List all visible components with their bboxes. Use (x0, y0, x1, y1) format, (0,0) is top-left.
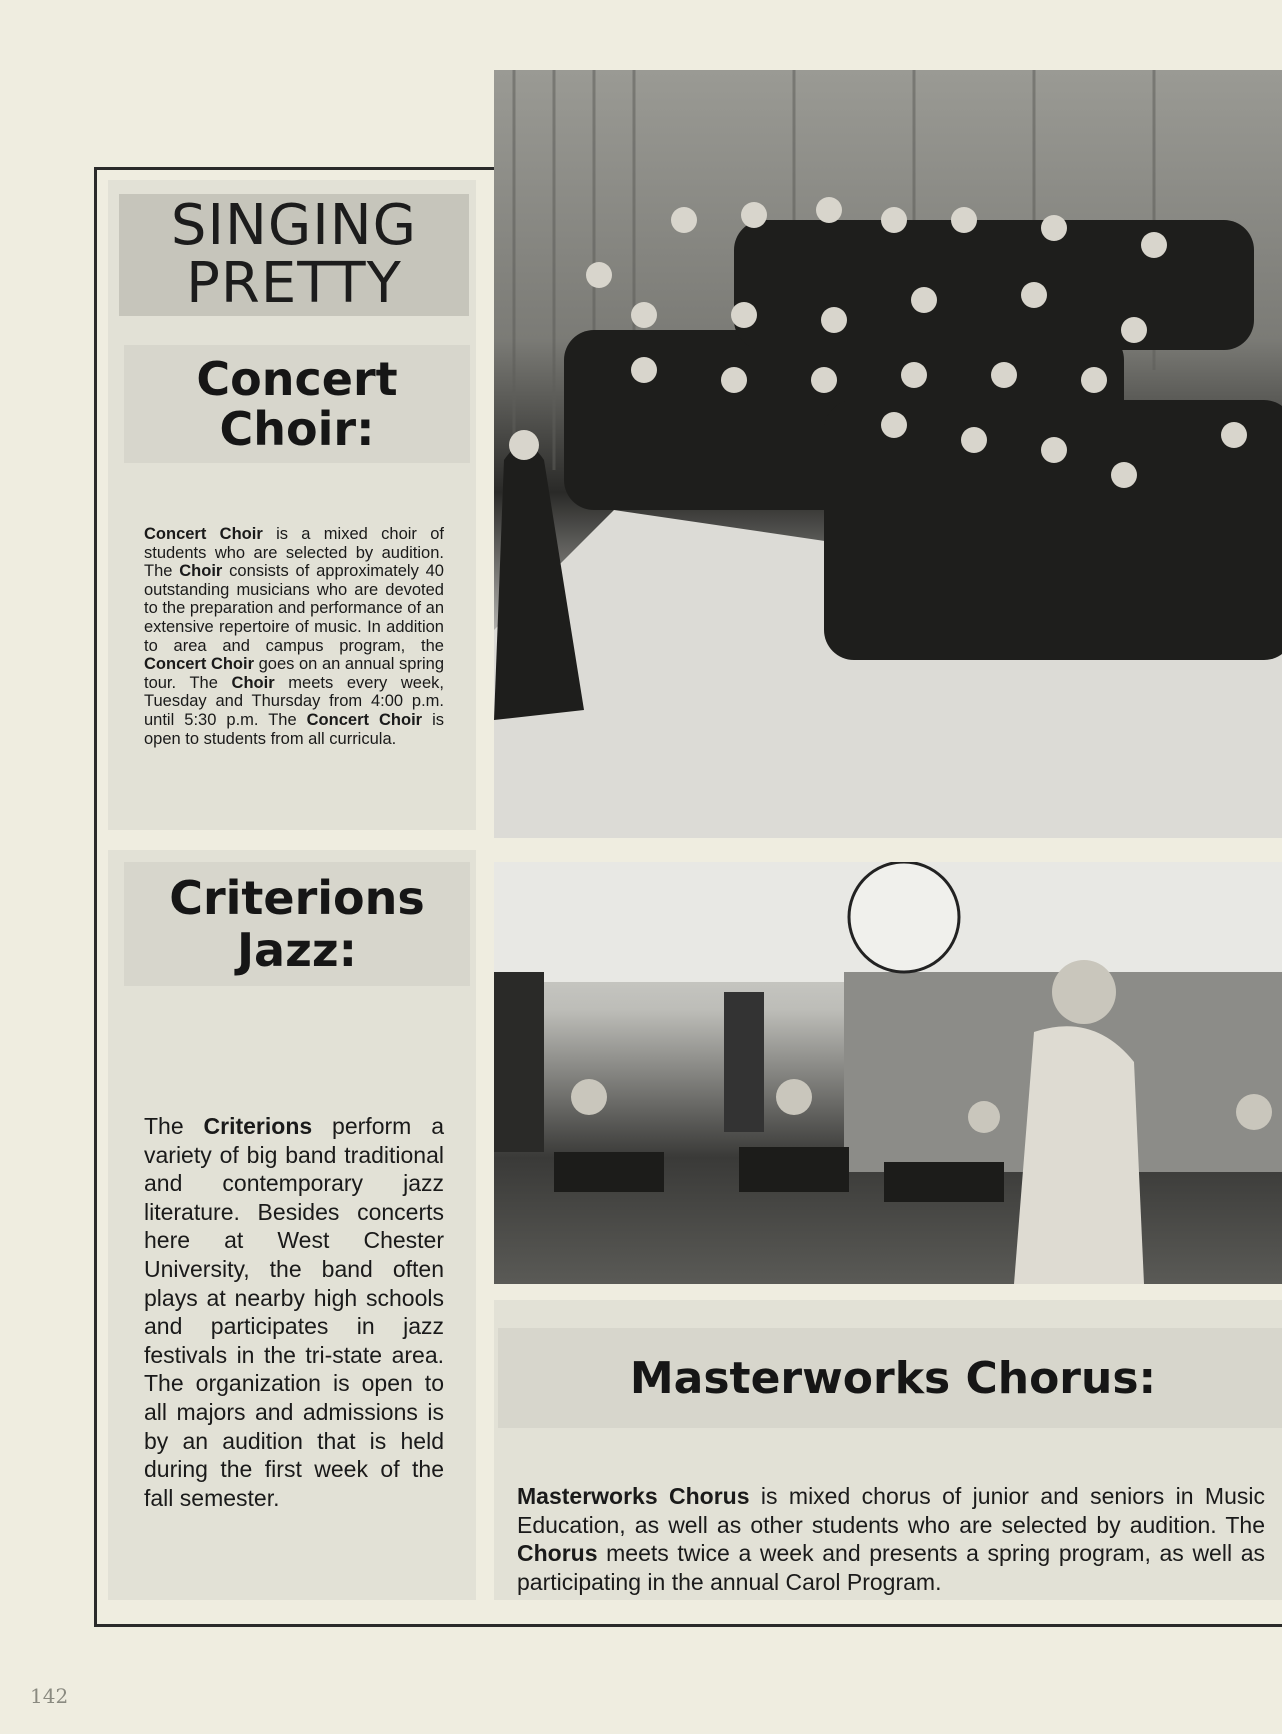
masterworks-chorus-heading (498, 1328, 1282, 1428)
bold-term: Masterworks Chorus (517, 1483, 750, 1509)
bold-term: Criterions (203, 1113, 313, 1139)
page-title-line-1: SINGING (170, 193, 418, 258)
bold-term: Concert Choir (144, 655, 255, 674)
bold-term: Choir (179, 562, 223, 581)
concert-choir-body: Concert Choir is a mixed choir of students who are selected by audition. The Choir consists of approximately 40 outstanding musicians who are devoted to the preparation and performance of an extensive repertoire of music. In addition to area and campus program, the Concert Choir goes on an annual spring tour. The Choir meets every week, Tuesday and Thursday from 4:00 p.m. until 5:30 p.m. The Concert Choir is open to students from all curricula. (144, 525, 444, 748)
criterions-jazz-heading-line-1: Criterions (169, 871, 425, 925)
bold-term: Concert Choir (144, 525, 263, 543)
bold-term: Concert Choir (306, 710, 423, 729)
criterions-jazz-heading-line-2: Jazz: (236, 923, 358, 977)
bold-term: Chorus (517, 1540, 598, 1567)
jazz-photo-drawing (494, 862, 1282, 1284)
jazz-band-rehearsal-photo (494, 862, 1282, 1284)
masterworks-chorus-heading-text: Masterworks Chorus: (629, 1352, 1157, 1404)
choir-photo-drawing (494, 70, 1282, 838)
page-title (119, 194, 469, 316)
choir-group-photo (494, 70, 1282, 838)
bold-term: Choir (231, 673, 275, 692)
concert-choir-heading (124, 345, 470, 463)
concert-choir-heading-line-1: Concert (196, 352, 398, 406)
page-number: 142 (30, 1684, 69, 1708)
criterions-jazz-body: The Criterions perform a variety of big band traditional and contemporary jazz literature. Besides concerts here at West Chester University, the band often plays at nearby high schools and participates in jazz festivals in the tri-state area. The organization is open to all majors and admissions is by an audition that is held during the first week of the fall semester. (144, 1113, 444, 1511)
concert-choir-heading-line-2: Choir: (219, 402, 375, 456)
criterions-jazz-heading (124, 862, 470, 986)
masterworks-chorus-body: Masterworks Chorus is mixed chorus of junior and seniors in Music Education, as well as other students who are selected by audition. The Chorus meets twice a week and presents a spring program, as well as participating in the annual Carol Program. (517, 1483, 1265, 1595)
page-title-line-2: PRETTY (186, 251, 402, 316)
